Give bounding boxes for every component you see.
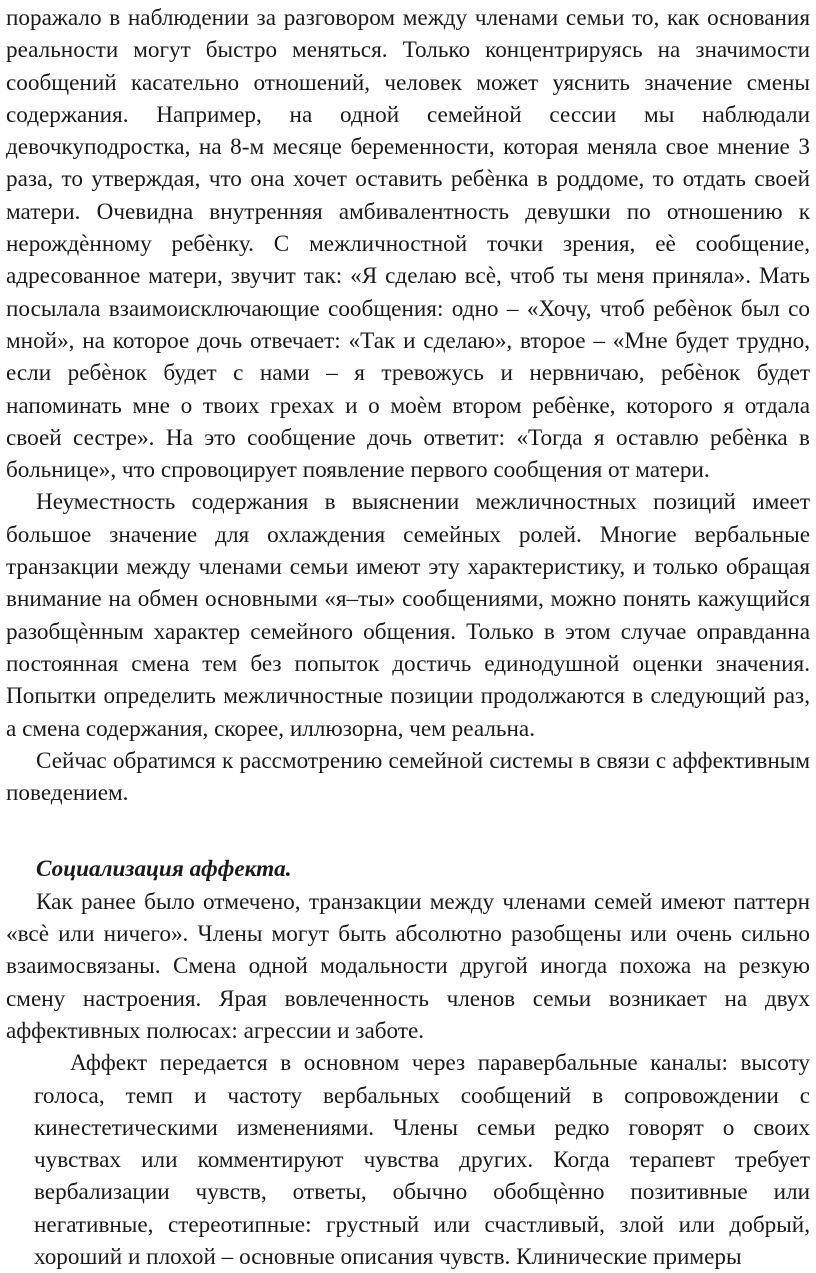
- paragraph-continued: поражало в наблюдении за разговором между членами семьи то, как основания реальности могут быстро меняться. Только концентрируясь на значимости сообщений касательно отношений, человек может уяснить значение смены содержания. Например, на одной семейной сессии мы наблюдали девочкуподростка, на 8-м месяце беременности, которая меняла свое мнение 3 раза, то утверждая, что она хочет оставить ребѐнка в роддоме, то отдать своей матери. Очевидна внутренняя амбивалентность девушки по отношению к нерождѐнному ребѐнку. С межличностной точки зрения, еѐ сообщение, адресованное матери, звучит так: «Я сделаю всѐ, чтоб ты меня приняла». Мать посылала взаимоисключающие сообщения: одно – «Хочу, чтоб ребѐнок был со мной», на которое дочь отвечает: «Так и сделаю», второе – «Мне будет трудно, если ребѐнок будет с нами – я тревожусь и нервничаю, ребѐнок будет напоминать мне о твоих грехах и о моѐм втором ребѐнке, которого я отдала своей сестре». На это сообщение дочь ответит: «Тогда я оставлю ребѐнка в больнице», что спровоцирует появление первого сообщения от матери.: [6, 5, 810, 484]
- paragraph-affect-channels: Аффект передается в основном через паравербальные каналы: высоту голоса, темп и частоту вербальных сообщений в сопровождении с кинестетическими изменениями. Члены семьи редко говорят о своих чувствах или комментируют чувства других. Когда терапевт требует вербализации чувств, ответы, обычно обобщѐнно позитивные или негативные, стереотипные: грустный или счастливый, злой или добрый, хороший и плохой – основные описания чувств. Клинические примеры: [34, 1050, 810, 1270]
- paragraph-all-or-nothing: Как ранее было отмечено, транзакции между членами семей имеют паттерн «всѐ или ничего». Члены могут быть абсолютно разобщены или очень сильно взаимосвязаны. Смена одной модальности другой иногда похожа на резкую смену настроения. Ярая вовлеченность членов семьи возникает на двух аффективных полюсах: агрессии и заботе.: [6, 888, 810, 1044]
- paragraph-transition: Сейчас обратимся к рассмотрению семейной системы в связи с аффективным поведением.: [6, 747, 810, 807]
- paragraph-content-irrelevance: Неуместность содержания в выяснении межличностных позиций имеет большое значение для охлаждения семейных ролей. Многие вербальные транзакции между членами семьи имеют эту характеристику, и только обращая внимание на обмен основными «я–ты» сообщениями, можно понять кажущийся разобщѐнным характер семейного общения. Только в этом случае оправданна постоянная смена тем без попыток достичь единодушной оценки значения. Попытки определить межличностные позиции продолжаются в следующий раз, а смена содержания, скорее, иллюзорна, чем реальна.: [6, 489, 810, 742]
- section-heading: Социализация аффекта.: [36, 856, 292, 883]
